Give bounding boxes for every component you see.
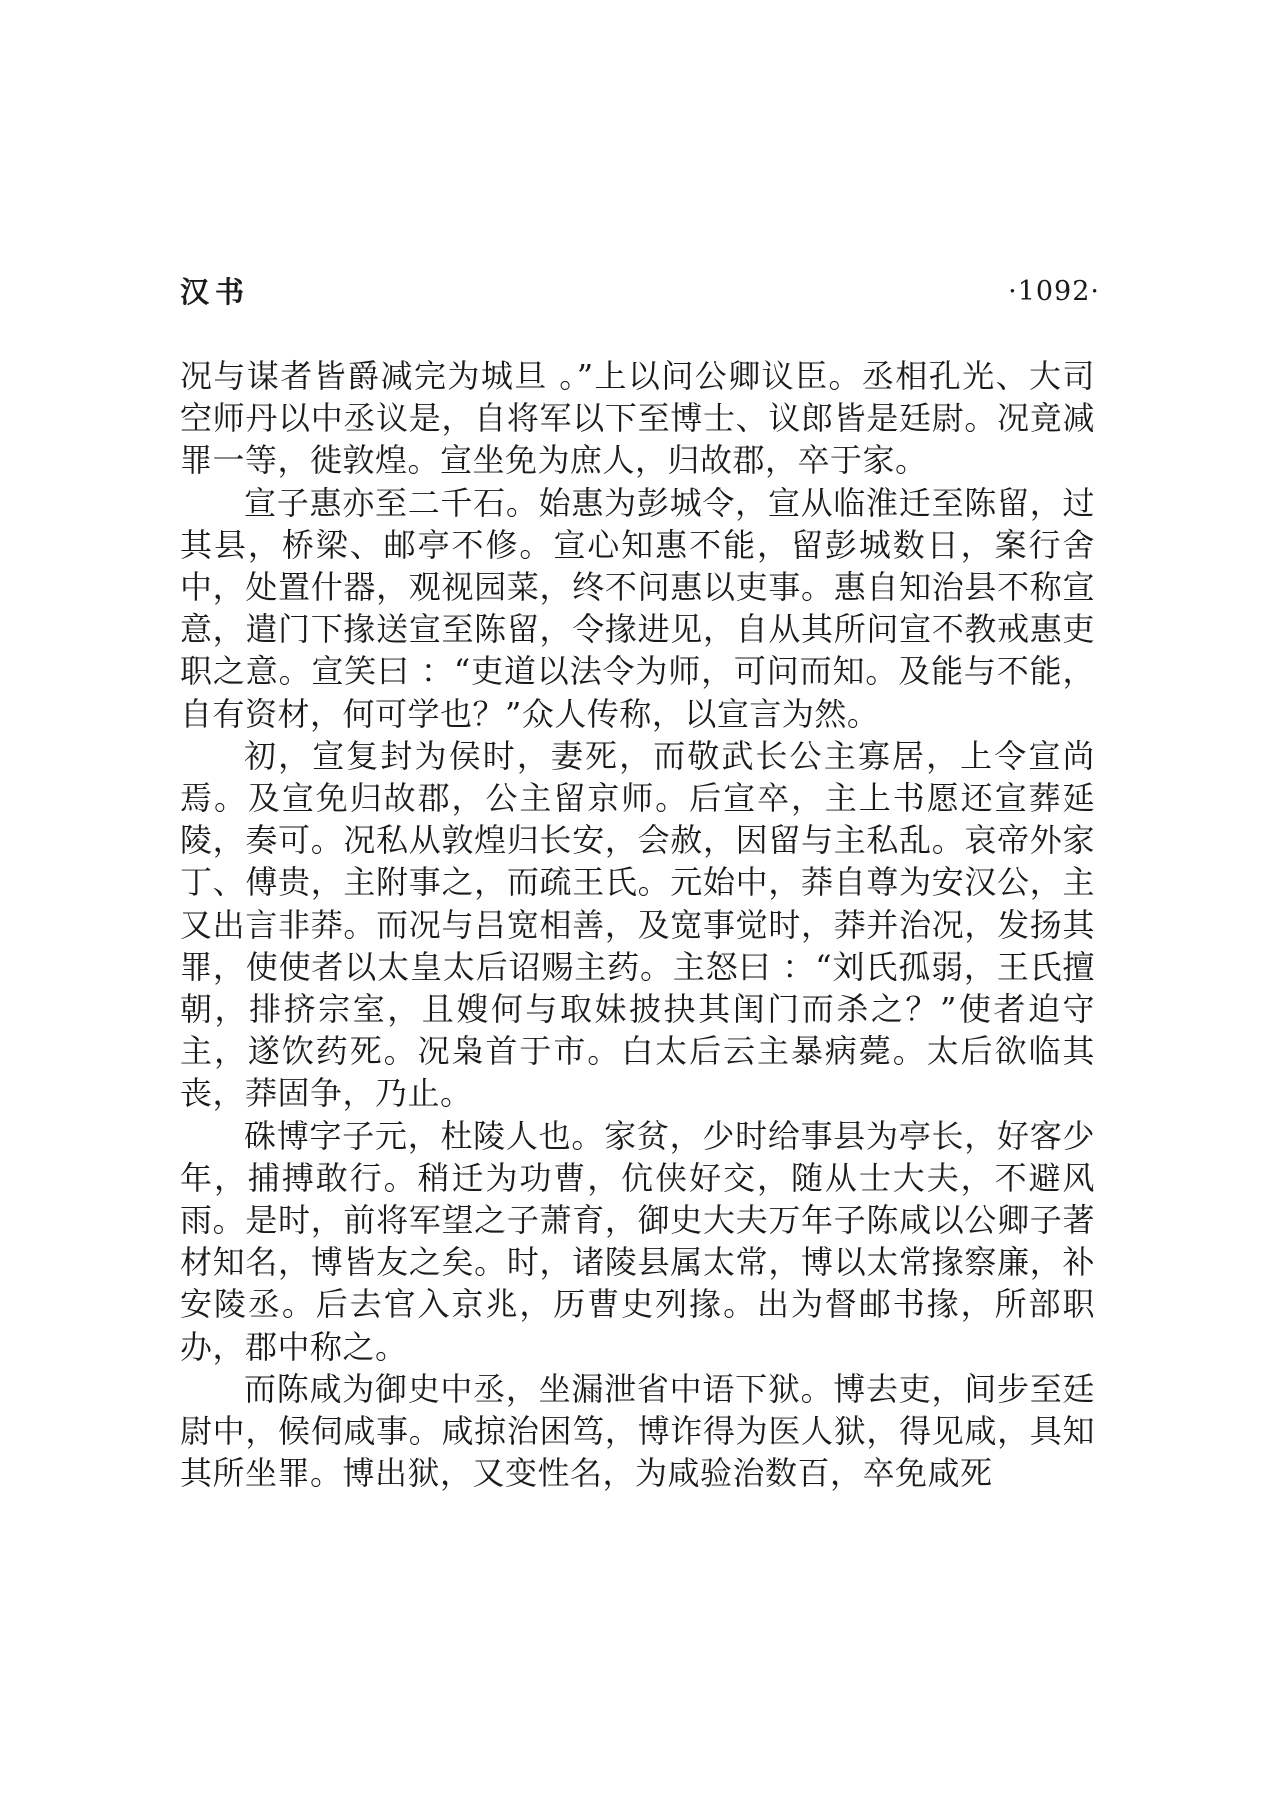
- paragraph: 初，宣复封为侯时，妻死，而敬武长公主寡居，上令宣尚焉。及宣免归故郡，公主留京师。后宣卒，主上书愿还宣葬延陵，奏可。况私从敦煌归长安，会赦，因留与主私乱。哀帝外家丁、傅贵，主附事之，而疏王氏。元始中，莽自尊为安汉公，主又出言非莽。而况与吕宽相善，及宽事觉时，莽并治况，发扬其罪，使使者以太皇太后诏赐主药。主怒曰 ：“刘氏孤弱，王氏擅朝，排挤宗室，且嫂何与取妹披抉其闺门而杀之？”使者迫守主，遂饮药死。况枭首于市。白太后云主暴病薨。太后欲临其丧，莽固争，乃止。: [180, 736, 1095, 1113]
- page-number: ·1092·: [1008, 276, 1100, 307]
- page-header: [180, 272, 1100, 312]
- paragraph: 硃博字子元，杜陵人也。家贫，少时给事县为亭长，好客少年，捕搏敢行。稍迁为功曹，伉侠好交，随从士大夫，不避风雨。是时，前将军望之子萧育，御史大夫万年子陈咸以公卿子著材知名，博皆友之矣。时，诸陵县属太常，博以太常掾察廉，补安陵丞。后去官入京兆，历曹史列掾。出为督邮书掾，所部职办，郡中称之。: [180, 1116, 1095, 1366]
- paragraph: 宣子惠亦至二千石。始惠为彭城令，宣从临淮迁至陈留，过其县，桥梁、邮亭不修。宣心知惠不能，留彭城数日，案行舍中，处置什器，观视园菜，终不问惠以吏事。惠自知治县不称宣意，遣门下掾送宣至陈留，令掾进见，自从其所问宣不教戒惠吏职之意。宣笑曰 ：“吏道以法令为师，可问而知。及能与不能，自有资材，何可学也？”众人传称，以宣言为然。: [180, 483, 1095, 733]
- paragraph: 况与谋者皆爵减完为城旦 。”上以问公卿议臣。丞相孔光、大司空师丹以中丞议是，自将军以下至博士、议郎皆是廷尉。况竟减罪一等，徙敦煌。宣坐免为庶人，归故郡，卒于家。: [180, 357, 1095, 480]
- paragraph: 而陈咸为御史中丞，坐漏泄省中语下狱。博去吏，间步至廷尉中，候伺咸事。咸掠治困笃，博诈得为医人狱，得见咸，具知其所坐罪。博出狱，又变性名，为咸验治数百，卒免咸死: [180, 1369, 1095, 1493]
- body-text: [180, 355, 1095, 1494]
- running-title: 汉书: [180, 275, 251, 309]
